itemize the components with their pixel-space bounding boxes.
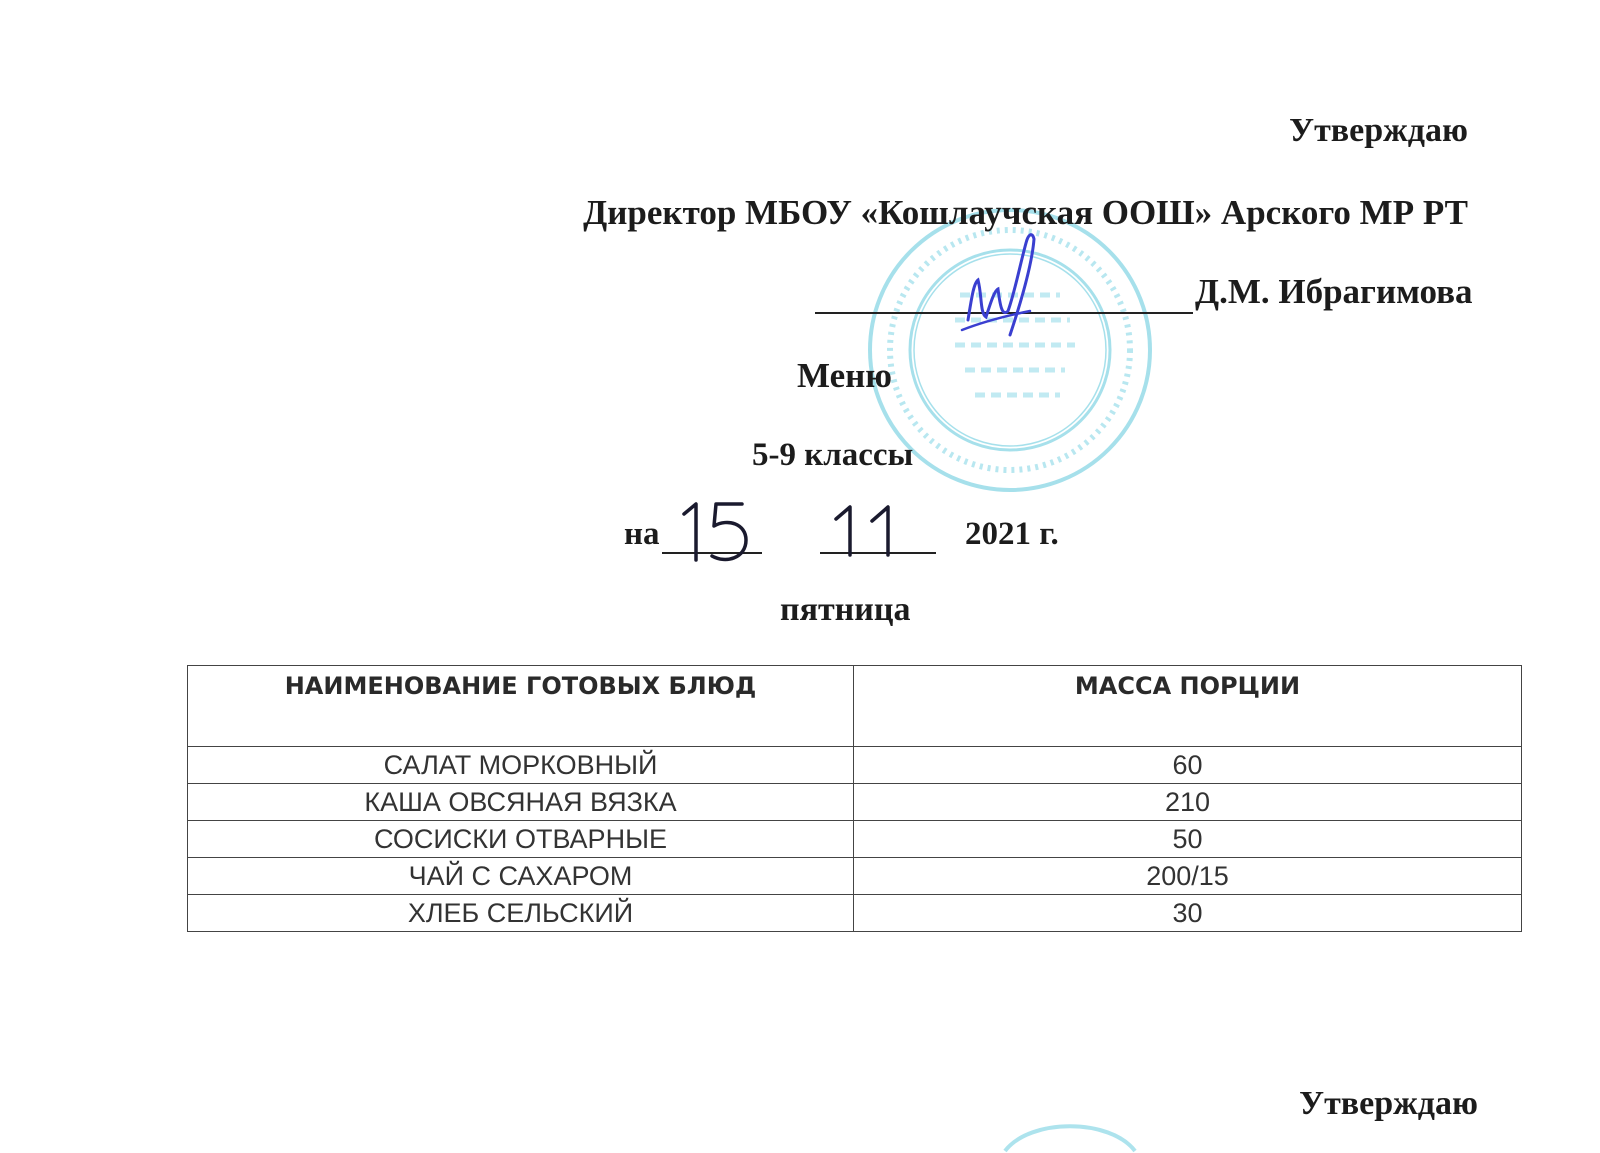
header-portion-mass: МАССА ПОРЦИИ bbox=[854, 666, 1522, 747]
dish-cell: САЛАТ МОРКОВНЫЙ bbox=[188, 747, 854, 784]
menu-table bbox=[187, 665, 1522, 932]
header-dish-name: НАИМЕНОВАНИЕ ГОТОВЫХ БЛЮД bbox=[188, 666, 854, 747]
date-prefix: на bbox=[624, 516, 660, 552]
approve-label: Утверждаю bbox=[1289, 112, 1468, 149]
table-row bbox=[188, 821, 1522, 858]
mass-cell: 30 bbox=[854, 895, 1522, 932]
signer-name: Д.М. Ибрагимова bbox=[1195, 272, 1473, 311]
date-year: 2021 г. bbox=[965, 516, 1059, 552]
handwritten-signature bbox=[960, 225, 1050, 355]
handwritten-date-month bbox=[832, 505, 912, 565]
mass-cell: 60 bbox=[854, 747, 1522, 784]
dish-cell: ХЛЕБ СЕЛЬСКИЙ bbox=[188, 895, 854, 932]
table-row bbox=[188, 747, 1522, 784]
mass-cell: 50 bbox=[854, 821, 1522, 858]
dish-cell: ЧАЙ С САХАРОМ bbox=[188, 858, 854, 895]
mass-cell: 210 bbox=[854, 784, 1522, 821]
table-header-row bbox=[188, 666, 1522, 747]
dish-cell: СОСИСКИ ОТВАРНЫЕ bbox=[188, 821, 854, 858]
classes-label: 5-9 классы bbox=[752, 437, 914, 473]
menu-title: Меню bbox=[797, 356, 893, 395]
table-row bbox=[188, 858, 1522, 895]
approve-label-bottom: Утверждаю bbox=[1299, 1085, 1478, 1122]
handwritten-date-day bbox=[680, 500, 760, 570]
table-row bbox=[188, 784, 1522, 821]
director-line: Директор МБОУ «Кошлаучская ООШ» Арского МР РТ bbox=[583, 193, 1468, 232]
mass-cell: 200/15 bbox=[854, 858, 1522, 895]
weekday-label: пятница bbox=[780, 591, 911, 628]
dish-cell: КАША ОВСЯНАЯ ВЯЗКА bbox=[188, 784, 854, 821]
stamp-fragment bbox=[1000, 1113, 1140, 1153]
table-row bbox=[188, 895, 1522, 932]
